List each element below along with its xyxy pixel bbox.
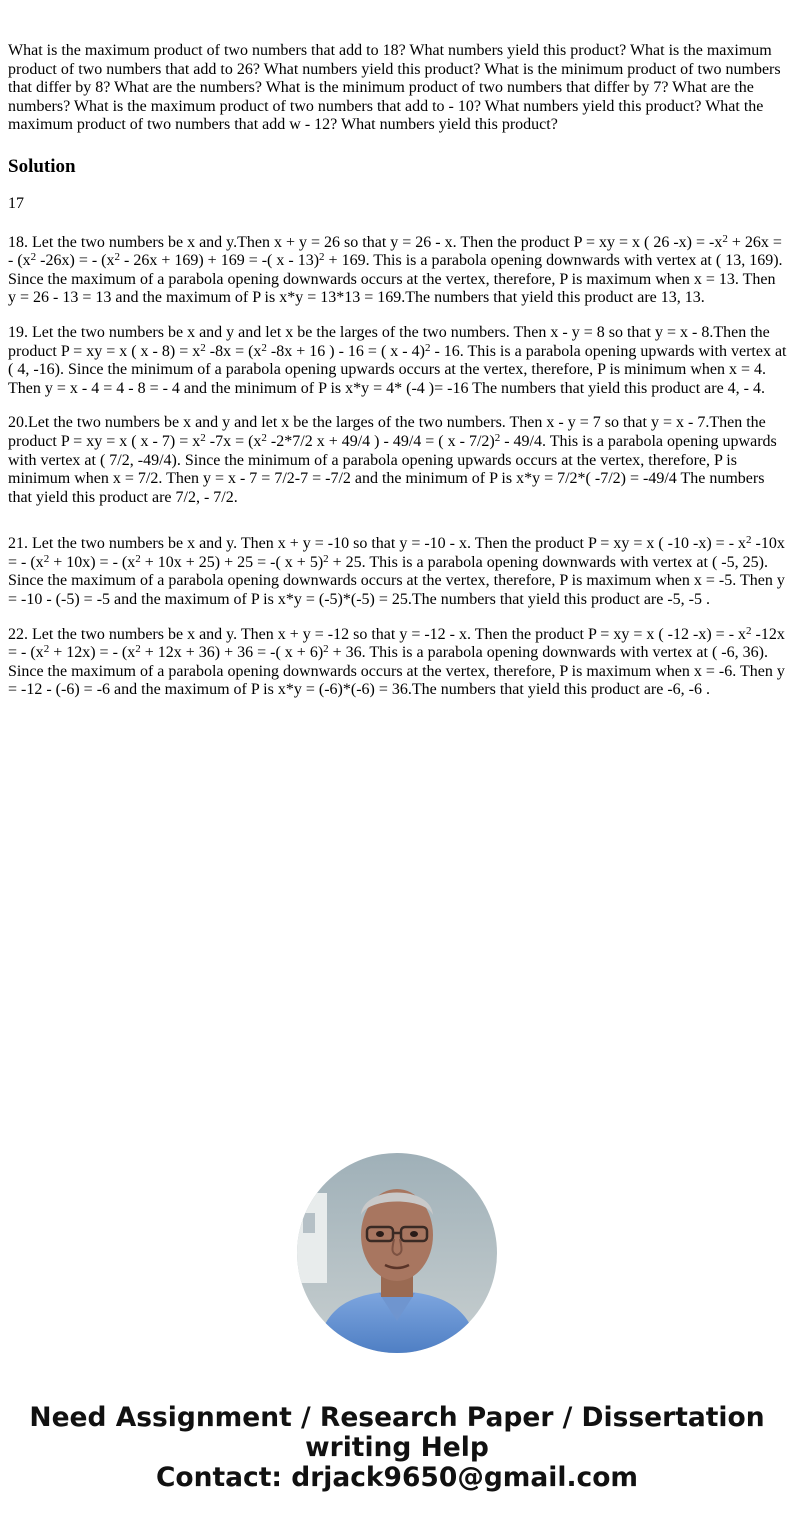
superscript: 2 <box>424 341 431 354</box>
superscript: 2 <box>135 552 141 565</box>
superscript: 2 <box>323 643 329 656</box>
solution-paragraphs <box>8 234 787 700</box>
superscript: 2 <box>261 431 267 444</box>
solution-paragraph-p18 <box>8 234 787 308</box>
paragraph-text: + 36. This is a parabola opening downwards with vertex at ( -6, 36). Since the maximum of a parabola opening downwards occurs at the vertex, therefore, P is maximum when x = -6. Then y = -12 - (-6) = -6 and the maximum of P is x*y = (-6)*(-6) = 36.The numbers that yield this product are -6, -6 . <box>8 644 785 699</box>
paragraph-text: + 26x = - (x <box>8 233 782 270</box>
superscript: 2 <box>319 251 325 264</box>
superscript: 2 <box>43 552 50 565</box>
paragraph-text: + 10x + 25) + 25 = -( x + 5) <box>140 553 324 571</box>
paragraph-text: 19. Let the two numbers be x and y and let x be the larges of the two numbers. Then x - y = 8 so that y = x - 8.Then the product P = xy = x ( x - 8) = x <box>8 323 770 360</box>
solution-heading: Solution <box>8 155 76 177</box>
superscript: 2 <box>135 643 141 656</box>
footer-banner <box>0 1403 794 1493</box>
paragraph-text: -7x = (x <box>205 432 262 450</box>
solution-paragraph-p20 <box>8 414 787 507</box>
paragraph-text: - 16. This is a parabola opening upwards with vertex at ( 4, -16). Since the minimum of a parabola opening upwards occurs at the vertex, therefore, P is minimum when x = 4. Then y = x - 4 = 4 - 8 = - 4 and the minimum of P is x*y = 4* (-4 )= -16 The numbers that yield this product are 4, - 4. <box>8 342 787 397</box>
solution-paragraph-p19 <box>8 324 787 398</box>
superscript: 2 <box>722 232 728 245</box>
superscript: 2 <box>323 552 329 565</box>
superscript: 2 <box>746 534 752 547</box>
superscript: 2 <box>30 251 37 264</box>
paragraph-text: -2*7/2 x + 49/4 ) - 49/4 = ( x - 7/2) <box>266 432 495 450</box>
paragraph-text: -8x = (x <box>205 342 262 360</box>
paragraph-text: - 26x + 169) + 169 = -( x - 13) <box>120 252 320 270</box>
paragraph-text: + 12x + 36) + 36 = -( x + 6) <box>140 644 324 662</box>
footer-line-1: Need Assignment / Research Paper / Dissertation <box>29 1402 765 1433</box>
superscript: 2 <box>43 643 50 656</box>
footer-contact: Contact: drjack9650@gmail.com <box>155 1462 639 1493</box>
answer-17: 17 <box>8 194 24 212</box>
paragraph-text: 21. Let the two numbers be x and y. Then x + y = -10 so that y = -10 - x. Then the product P = xy = x ( -10 -x) = - x <box>8 535 747 553</box>
author-avatar <box>297 1153 497 1353</box>
solution-paragraph-p22 <box>8 626 787 700</box>
superscript: 2 <box>494 431 501 444</box>
superscript: 2 <box>200 431 206 444</box>
question-text: What is the maximum product of two numbers that add to 18? What numbers yield this product? What is the maximum product of two numbers that add to 26? What numbers yield this product? What is the minimum product of two numbers that differ by 8? What are the numbers? What is the minimum product of two numbers that differ by 7? What are the numbers? What is the maximum product of two numbers that add to - 10? What numbers yield this product? What the maximum product of two numbers that add w - 12? What numbers yield this product? <box>8 42 781 134</box>
paragraph-text: -12x = - (x <box>8 625 785 662</box>
solution-paragraph-p21 <box>8 535 787 609</box>
superscript: 2 <box>261 341 267 354</box>
paragraph-text: + 25. This is a parabola opening downwards with vertex at ( -5, 25). Since the maximum of a parabola opening downwards occurs at the vertex, therefore, P is maximum when x = -5. Then y = -10 - (-5) = -5 and the maximum of P is x*y = (-5)*(-5) = 25.The numbers that yield this product are -5, -5 . <box>8 553 785 609</box>
paragraph-text: + 169. This is a parabola opening downwards with vertex at ( 13, 169). Since the maximum of a parabola opening downwards occurs at the vertex, therefore, P is maximum when x = 13. Then y = 26 - 13 = 13 and the maximum of P is x*y = 13*13 = 169.The numbers that yield this product are 13, 13. <box>8 252 783 307</box>
superscript: 2 <box>746 624 752 637</box>
footer-line-2: writing Help <box>305 1432 489 1463</box>
paragraph-text: + 10x) = - (x <box>49 553 136 571</box>
paragraph-text: 20.Let the two numbers be x and y and let x be the larges of the two numbers. Then x - y = 7 so that y = x - 7.Then the product P = xy = x ( x - 7) = x <box>8 414 766 450</box>
superscript: 2 <box>200 341 206 354</box>
paragraph-text: 22. Let the two numbers be x and y. Then x + y = -12 so that y = -12 - x. Then the product P = xy = x ( -12 -x) = - x <box>8 625 747 643</box>
paragraph-text: + 12x) = - (x <box>49 644 136 662</box>
paragraph-text: 18. Let the two numbers be x and y.Then x + y = 26 so that y = 26 - x. Then the product P = xy = x ( 26 -x) = -x <box>8 233 723 251</box>
author-portrait-image <box>297 1153 497 1353</box>
paragraph-text: -26x) = - (x <box>36 252 115 270</box>
paragraph-text: - 49/4. This is a parabola opening upwards with vertex at ( 7/2, -49/4). Since the minimum of a parabola opening upwards occurs at the vertex, therefore, P is minimum when x = 7/2. Then y = x - 7 = 7/2-7 = -7/2 and the minimum of P is x*y = 7/2*( -7/2) = -49/4 The numbers that yield this product are 7/2, - 7/2. <box>8 432 777 506</box>
document-body <box>8 42 787 716</box>
paragraph-text: -10x = - (x <box>8 535 785 571</box>
paragraph-text: -8x + 16 ) - 16 = ( x - 4) <box>266 342 425 360</box>
superscript: 2 <box>114 251 120 264</box>
